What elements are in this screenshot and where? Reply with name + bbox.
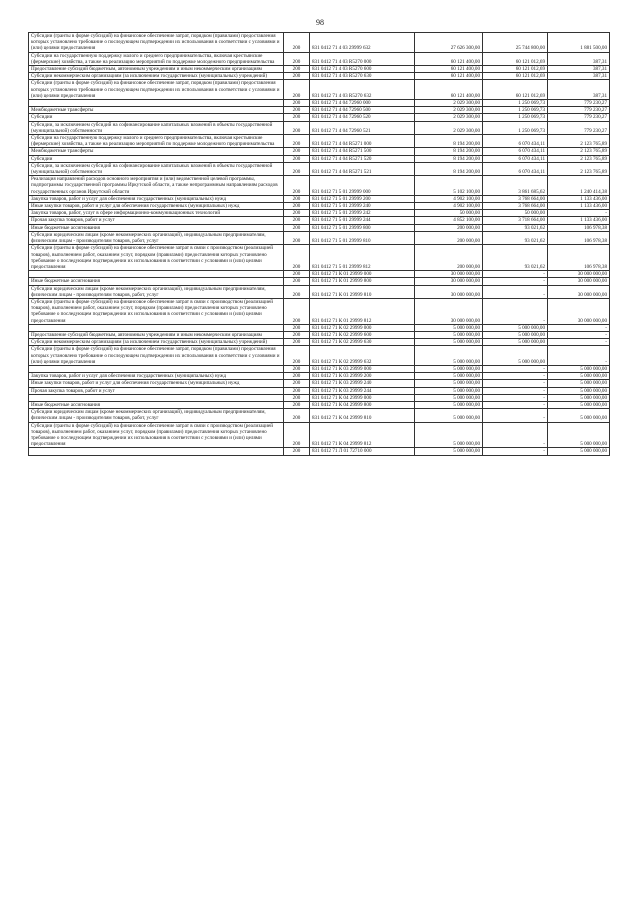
table-row [29,217,610,224]
row-executed: 1 250 069,73 [483,114,548,121]
row-executed: 3 768 664,00 [483,195,548,202]
row-budget-code: 831 0412 71 5 01 29999 812 [310,245,415,271]
table-row [29,52,610,65]
row-executed: 1 250 069,73 [483,100,548,107]
row-executed: 3 861 685,62 [483,176,548,196]
row-unexecuted: 2 123 765,89 [548,155,610,162]
row-name [29,271,284,278]
table-row [29,380,610,387]
row-budget-code: 831 0412 71 5 01 29999 200 [310,195,415,202]
table-row [29,114,610,121]
table-row [29,346,610,366]
table-row [29,401,610,408]
row-line-code: 200 [284,210,310,217]
row-name [29,448,284,455]
row-line-code: 200 [284,148,310,155]
row-unexecuted: - [548,339,610,346]
row-approved: 60 121 400,00 [415,66,483,73]
row-unexecuted: 779 230,27 [548,100,610,107]
row-approved: 4 902 100,00 [415,203,483,210]
row-unexecuted: 2 123 765,89 [548,162,610,175]
row-budget-code: 831 0412 71 К 02 29999 630 [310,339,415,346]
row-unexecuted: 1 881 500,00 [548,33,610,53]
row-line-code: 200 [284,245,310,271]
row-name: Предоставление субсидий бюджетным, автономным учреждениям и иным некоммерческим организациям [29,331,284,338]
row-unexecuted: 2 123 765,89 [548,135,610,148]
row-executed: - [483,271,548,278]
budget-table [28,32,610,456]
row-approved: 5 000 000,00 [415,409,483,422]
row-line-code: 200 [284,365,310,372]
row-unexecuted: 106 978,38 [548,224,610,231]
row-unexecuted: 30 000 000,00 [548,285,610,298]
row-line-code: 200 [284,195,310,202]
row-executed: - [483,298,548,324]
row-executed: 5 000 000,00 [483,346,548,366]
row-executed: 93 021,62 [483,245,548,271]
row-line-code: 200 [284,217,310,224]
row-budget-code: 831 0412 71 4 04 72960 500 [310,107,415,114]
row-approved: 5 000 000,00 [415,373,483,380]
row-approved: 30 000 000,00 [415,271,483,278]
table-row [29,331,610,338]
row-unexecuted: 2 123 765,89 [548,148,610,155]
row-name: Закупка товаров, работ и услуг для обеспечения государственных (муниципальных) нужд [29,373,284,380]
table-row [29,80,610,100]
row-budget-code: 831 0412 71 5 01 29999 242 [310,210,415,217]
row-executed: 6 070 434,11 [483,155,548,162]
row-approved: 5 000 000,00 [415,365,483,372]
row-executed: 6 070 434,11 [483,148,548,155]
row-unexecuted: 30 000 000,00 [548,271,610,278]
row-line-code: 200 [284,66,310,73]
row-budget-code: 831 0412 71 4 04 R5271 500 [310,148,415,155]
row-approved: 2 029 300,00 [415,107,483,114]
row-name: Прочая закупка товаров, работ и услуг [29,217,284,224]
row-executed: 3 768 664,00 [483,203,548,210]
row-unexecuted: - [548,331,610,338]
row-budget-code: 831 0412 71 К 03 29999 240 [310,380,415,387]
row-unexecuted: 5 000 000,00 [548,409,610,422]
row-budget-code: 831 0412 71 4 03 29999 632 [310,33,415,53]
row-line-code: 200 [284,107,310,114]
row-approved: 5 000 000,00 [415,401,483,408]
row-budget-code: 831 0412 71 К 02 29999 000 [310,324,415,331]
row-budget-code: 831 0412 71 5 01 29999 800 [310,224,415,231]
table-row [29,66,610,73]
row-name: Субсидии некоммерческим организациям (за исключением государственных (муниципальных) учреждений) [29,73,284,80]
row-unexecuted: 387,31 [548,73,610,80]
table-row [29,365,610,372]
row-line-code: 200 [284,380,310,387]
row-name: Субсидии некоммерческим организациям (за исключением государственных (муниципальных) учреждений) [29,339,284,346]
table-row [29,409,610,422]
row-approved: 60 121 400,00 [415,73,483,80]
row-name: Субсидии на государственную поддержку малого и среднего предпринимательства, включая крестьянские (фермерские) хозяйства, а также на реализацию мероприятий по поддержке молодежного предпринимательства [29,52,284,65]
row-name: Субсидии, за исключением субсидий на софинансирование капитальных вложений в объекты государственной (муниципальной) собственности [29,121,284,134]
table-row [29,135,610,148]
row-line-code: 200 [284,285,310,298]
row-approved: 4 852 100,00 [415,217,483,224]
row-budget-code: 831 0412 71 4 03 R5270 630 [310,73,415,80]
row-unexecuted: 387,31 [548,52,610,65]
row-approved: 5 000 000,00 [415,380,483,387]
row-unexecuted: 5 000 000,00 [548,365,610,372]
row-approved: 5 000 000,00 [415,387,483,394]
row-executed: 5 000 000,00 [483,339,548,346]
row-line-code: 200 [284,448,310,455]
row-executed: - [483,380,548,387]
row-executed: 60 121 012,69 [483,52,548,65]
row-line-code: 200 [284,100,310,107]
row-name: Предоставление субсидий бюджетным, автономным учреждениям и иным некоммерческим организациям [29,66,284,73]
row-name: Субсидии юридическим лицам (кроме некоммерческих организаций), индивидуальным предпринимателям, физическим лицам - производителям товаров, работ, услуг [29,231,284,244]
row-budget-code: 831 0412 71 Л 01 72710 000 [310,448,415,455]
row-executed: 6 070 434,11 [483,135,548,148]
row-budget-code: 831 0412 71 5 01 29999 240 [310,203,415,210]
table-row [29,210,610,217]
table-row [29,387,610,394]
row-unexecuted: 779 230,27 [548,114,610,121]
row-unexecuted: 5 000 000,00 [548,373,610,380]
row-unexecuted: 30 000 000,00 [548,278,610,285]
table-row [29,162,610,175]
row-name: Иные бюджетные ассигнования [29,401,284,408]
row-line-code: 200 [284,52,310,65]
row-approved: 8 194 200,00 [415,148,483,155]
row-budget-code: 831 0412 71 К 01 29999 800 [310,278,415,285]
row-unexecuted: 1 133 436,00 [548,217,610,224]
row-executed: 5 000 000,00 [483,324,548,331]
row-executed: 1 250 069,73 [483,107,548,114]
row-approved: 8 194 200,00 [415,162,483,175]
row-name: Субсидии (гранты в форме субсидий) на финансовое обеспечение затрат, порядком (правилами) предоставления которых установлено требование о последующем подтверждении их использования в соответствии с условиями и (или) целями предоставления [29,33,284,53]
row-executed: 25 744 800,00 [483,33,548,53]
row-executed: - [483,373,548,380]
row-name [29,324,284,331]
row-name: Субсидии юридическим лицам (кроме некоммерческих организаций), индивидуальным предпринимателям, физическим лицам - производителям товаров, работ, услуг [29,285,284,298]
row-line-code: 200 [284,73,310,80]
row-line-code: 200 [284,135,310,148]
table-row [29,271,610,278]
table-row [29,231,610,244]
row-line-code: 200 [284,231,310,244]
row-unexecuted: 5 000 000,00 [548,394,610,401]
row-budget-code: 831 0412 71 К 03 29999 200 [310,373,415,380]
row-line-code: 200 [284,278,310,285]
row-approved: 60 121 400,00 [415,80,483,100]
row-name: Закупка товаров, работ, услуг в сфере информационно-коммуникационных технологий [29,210,284,217]
row-line-code: 200 [284,162,310,175]
row-approved: 5 000 000,00 [415,448,483,455]
row-unexecuted: 5 000 000,00 [548,387,610,394]
row-approved: 8 194 200,00 [415,155,483,162]
row-name: Субсидии (гранты в форме субсидий) на финансовое обеспечение затрат, порядком (правилами) предоставления которых установлено требование о последующем подтверждении их использования в соответствии с условиями и (или) целями предоставления [29,346,284,366]
row-name: Прочая закупка товаров, работ и услуг [29,387,284,394]
row-budget-code: 831 0412 71 4 04 72960 520 [310,114,415,121]
table-row [29,285,610,298]
row-budget-code: 831 0412 71 5 01 29999 000 [310,176,415,196]
row-line-code: 200 [284,422,310,448]
row-budget-code: 831 0412 71 4 03 R5270 632 [310,80,415,100]
row-name: Субсидии, за исключением субсидий на софинансирование капитальных вложений в объекты государственной (муниципальной) собственности [29,162,284,175]
row-approved: 30 000 000,00 [415,298,483,324]
row-name: Субсидии (гранты в форме субсидий) на финансовое обеспечение затрат в связи с производством (реализацией товаров), выполнением работ, оказанием услуг, порядком (правилами) предоставления которых установлено требование о последующем подтверждении их использования в соответствии с условиями и (или) целями предоставления [29,298,284,324]
row-executed: 93 021,62 [483,224,548,231]
row-approved: 4 902 100,00 [415,195,483,202]
row-budget-code: 831 0412 71 4 03 R5270 000 [310,52,415,65]
row-line-code: 200 [284,271,310,278]
row-line-code: 200 [284,331,310,338]
row-approved: 60 121 400,00 [415,52,483,65]
row-executed: 60 121 012,69 [483,73,548,80]
row-budget-code: 831 0412 71 К 04 29999 812 [310,422,415,448]
row-unexecuted: 1 240 414,38 [548,176,610,196]
row-unexecuted: 106 978,38 [548,231,610,244]
table-row [29,324,610,331]
row-name: Закупка товаров, работ и услуг для обеспечения государственных (муниципальных) нужд [29,195,284,202]
row-line-code: 200 [284,224,310,231]
table-row [29,121,610,134]
row-approved: 5 000 000,00 [415,331,483,338]
row-executed: 1 250 069,73 [483,121,548,134]
row-line-code: 200 [284,80,310,100]
row-unexecuted: 106 978,38 [548,245,610,271]
row-approved: 30 000 000,00 [415,285,483,298]
row-budget-code: 831 0412 71 К 03 29999 000 [310,365,415,372]
row-approved: 50 000,00 [415,210,483,217]
row-budget-code: 831 0412 71 4 04 72960 000 [310,100,415,107]
table-row [29,155,610,162]
row-name: Субсидии (гранты в форме субсидий) на финансовое обеспечение затрат, порядком (правилами) предоставления которых установлено требование о последующем подтверждении их использования в соответствии с условиями и (или) целями предоставления [29,80,284,100]
row-unexecuted: 30 000 000,00 [548,298,610,324]
table-row [29,278,610,285]
row-line-code: 200 [284,155,310,162]
row-name [29,394,284,401]
row-name: Иные закупки товаров, работ и услуг для обеспечения государственных (муниципальных) нужд [29,203,284,210]
row-executed: 6 070 434,11 [483,162,548,175]
row-budget-code: 831 0412 71 4 04 R5271 521 [310,162,415,175]
row-line-code: 200 [284,298,310,324]
row-budget-code: 831 0412 71 4 04 R5271 520 [310,155,415,162]
row-budget-code: 831 0412 71 4 03 R5270 600 [310,66,415,73]
table-row [29,448,610,455]
row-unexecuted: 387,31 [548,66,610,73]
row-budget-code: 831 0412 71 К 01 29999 810 [310,285,415,298]
row-approved: 5 102 100,00 [415,176,483,196]
row-approved: 30 000 000,00 [415,278,483,285]
row-name: Субсидии юридическим лицам (кроме некоммерческих организаций), индивидуальным предпринимателям, физическим лицам - производителям товаров, работ, услуг [29,409,284,422]
row-executed: 5 000 000,00 [483,331,548,338]
row-budget-code: 831 0412 71 К 04 29999 000 [310,394,415,401]
table-row [29,298,610,324]
row-approved: 5 000 000,00 [415,422,483,448]
row-unexecuted: 5 000 000,00 [548,401,610,408]
budget-table-body [29,33,610,456]
row-name: Межбюджетные трансферты [29,148,284,155]
row-executed: 60 121 012,69 [483,80,548,100]
table-row [29,203,610,210]
row-unexecuted: 5 000 000,00 [548,422,610,448]
row-line-code: 200 [284,346,310,366]
row-budget-code: 831 0412 71 4 04 R5271 000 [310,135,415,148]
row-executed: - [483,285,548,298]
row-line-code: 200 [284,387,310,394]
table-row [29,73,610,80]
row-budget-code: 831 0412 71 К 04 29999 810 [310,409,415,422]
row-name: Субсидии [29,155,284,162]
row-name [29,100,284,107]
row-name: Реализация направлений расходов основного мероприятия и (или) ведомственной целевой программы, подпрограммы государственной программы Иркутской области, а также непрограммным направлениям расходов государственных органов Иркутской области [29,176,284,196]
row-name: Субсидии на государственную поддержку малого и среднего предпринимательства, включая крестьянские (фермерские) хозяйства, а также на реализацию мероприятий по поддержке молодежного предпринимательства [29,135,284,148]
row-approved: 5 000 000,00 [415,346,483,366]
row-budget-code: 831 0412 71 К 02 29999 632 [310,346,415,366]
table-row [29,224,610,231]
row-executed: 93 021,62 [483,231,548,244]
row-approved: 8 194 200,00 [415,135,483,148]
row-approved: 200 000,00 [415,224,483,231]
table-row [29,148,610,155]
row-unexecuted: 5 000 000,00 [548,380,610,387]
row-unexecuted: - [548,324,610,331]
row-executed: - [483,387,548,394]
row-budget-code: 831 0412 71 К 01 29999 000 [310,271,415,278]
table-row [29,373,610,380]
row-budget-code: 831 0412 71 5 01 29999 244 [310,217,415,224]
row-approved: 2 029 300,00 [415,121,483,134]
row-name [29,365,284,372]
row-unexecuted: - [548,346,610,366]
row-executed: 60 121 012,69 [483,66,548,73]
row-line-code: 200 [284,401,310,408]
table-row [29,422,610,448]
row-executed: 3 718 664,00 [483,217,548,224]
row-name: Иные закупки товаров, работ и услуг для обеспечения государственных (муниципальных) нужд [29,380,284,387]
row-unexecuted: 5 000 000,00 [548,448,610,455]
page-number: 98 [316,18,324,27]
row-line-code: 200 [284,176,310,196]
row-approved: 2 029 300,00 [415,114,483,121]
row-name: Субсидии (гранты в форме субсидий) на финансовое обеспечение затрат в связи с производством (реализацией товаров), выполнением работ, оказанием услуг, порядком (правилами) предоставления которых установлено требование о последующем подтверждении их использования в соответствии с условиями и (или) целями предоставления [29,422,284,448]
row-unexecuted: 387,31 [548,80,610,100]
row-name: Субсидии (гранты в форме субсидий) на финансовое обеспечение затрат в связи с производством (реализацией товаров), выполнением работ, оказанием услуг, порядком (правилами) предоставления которых установлено требование о последующем подтверждении их использования в соответствии с условиями и (или) целями предоставления [29,245,284,271]
row-line-code: 200 [284,203,310,210]
row-unexecuted: 1 133 436,00 [548,203,610,210]
row-budget-code: 831 0412 71 К 04 29999 800 [310,401,415,408]
row-approved: 200 000,00 [415,245,483,271]
row-line-code: 200 [284,339,310,346]
row-approved: 5 000 000,00 [415,394,483,401]
row-budget-code: 831 0412 71 К 02 29999 600 [310,331,415,338]
row-unexecuted: 1 133 436,00 [548,195,610,202]
row-approved: 200 000,00 [415,231,483,244]
row-executed: - [483,409,548,422]
row-line-code: 200 [284,394,310,401]
row-executed: - [483,365,548,372]
row-executed: - [483,422,548,448]
row-line-code: 200 [284,33,310,53]
row-unexecuted: 779 230,27 [548,121,610,134]
row-executed: - [483,401,548,408]
row-budget-code: 831 0412 71 К 01 29999 812 [310,298,415,324]
row-name: Иные бюджетные ассигнования [29,224,284,231]
row-line-code: 200 [284,121,310,134]
row-budget-code: 831 0412 71 К 03 29999 244 [310,387,415,394]
row-name: Субсидии [29,114,284,121]
table-row [29,195,610,202]
row-unexecuted: - [548,210,610,217]
row-executed: - [483,394,548,401]
row-unexecuted: 779 230,27 [548,107,610,114]
row-approved: 2 029 300,00 [415,100,483,107]
row-executed: - [483,278,548,285]
row-line-code: 200 [284,409,310,422]
table-row [29,176,610,196]
row-line-code: 200 [284,324,310,331]
row-executed: - [483,448,548,455]
row-approved: 27 626 300,00 [415,33,483,53]
table-row [29,245,610,271]
row-name: Иные бюджетные ассигнования [29,278,284,285]
table-row [29,33,610,53]
row-budget-code: 831 0412 71 4 04 72960 521 [310,121,415,134]
row-approved: 5 000 000,00 [415,339,483,346]
table-row [29,107,610,114]
table-row [29,100,610,107]
row-budget-code: 831 0412 71 5 01 29999 810 [310,231,415,244]
table-row [29,339,610,346]
row-approved: 5 000 000,00 [415,324,483,331]
row-line-code: 200 [284,373,310,380]
row-name: Межбюджетные трансферты [29,107,284,114]
table-row [29,394,610,401]
row-line-code: 200 [284,114,310,121]
row-executed: 50 000,00 [483,210,548,217]
